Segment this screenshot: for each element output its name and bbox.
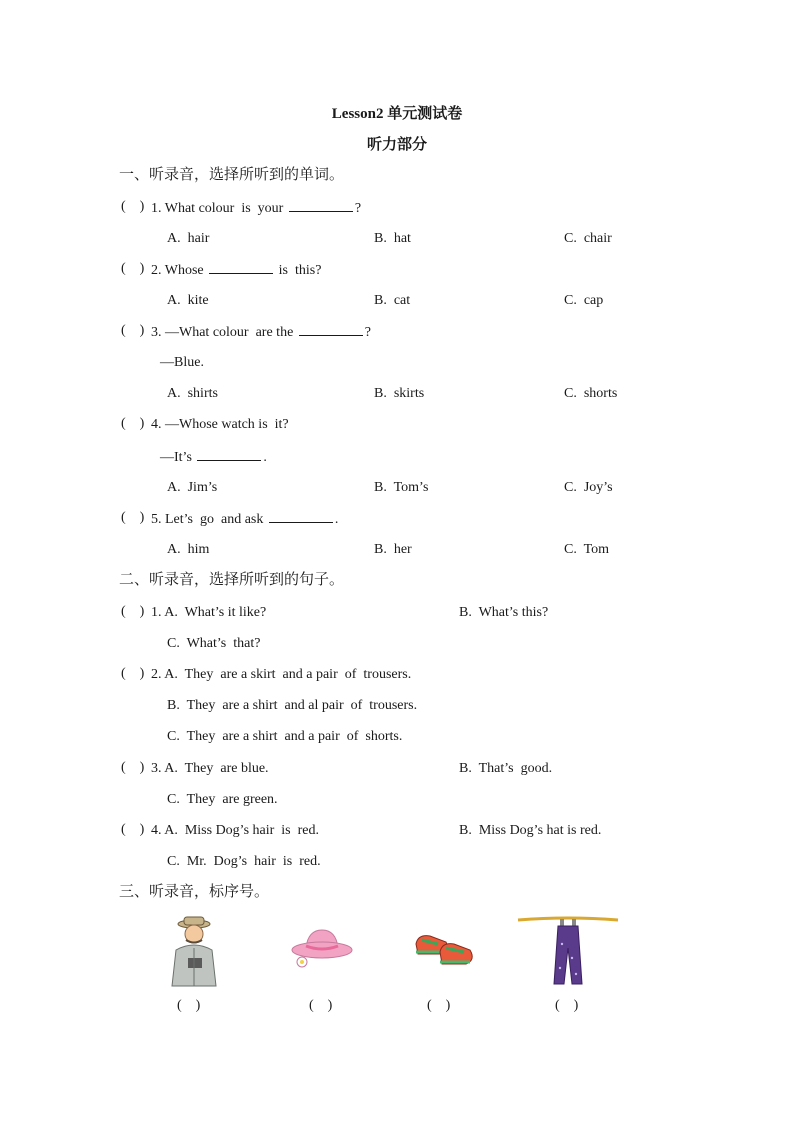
answer-paren[interactable]: ( ): [121, 604, 145, 619]
answer-paren[interactable]: ( ): [121, 199, 145, 214]
pink-hat-icon: [288, 926, 354, 974]
question-5: 5. Let’s go and ask .: [151, 512, 339, 527]
s2-q2-option-a: 2. A. They are a skirt and a pair of trousers.: [151, 667, 412, 682]
picture-1-answer[interactable]: ( ): [177, 998, 201, 1013]
answer-blank[interactable]: [197, 448, 261, 461]
s2-q2-option-c: C. They are a shirt and a pair of shorts.: [167, 729, 403, 744]
q4-option-c: C. Joy’s: [564, 480, 613, 495]
answer-paren[interactable]: ( ): [121, 510, 145, 525]
q3-reply: —Blue.: [160, 355, 204, 370]
detective-man-icon: [162, 914, 226, 988]
trousers-on-line-icon: [516, 914, 620, 988]
s2-q4-option-a: 4. A. Miss Dog’s hair is red.: [151, 823, 319, 838]
q2-option-b: B. cat: [374, 293, 411, 308]
s2-q2-option-b: B. They are a shirt and al pair of trousers.: [167, 698, 418, 713]
picture-4-answer[interactable]: ( ): [555, 998, 579, 1013]
s2-q4-option-c: C. Mr. Dog’s hair is red.: [167, 854, 321, 869]
q1-option-a: A. hair: [167, 231, 210, 246]
answer-paren[interactable]: ( ): [121, 416, 145, 431]
q4-option-b: B. Tom’s: [374, 480, 429, 495]
q3-option-a: A. shirts: [167, 386, 218, 401]
page-subtitle: 听力部分: [366, 137, 427, 153]
s2-q3-option-b: B. That’s good.: [459, 761, 553, 776]
s2-q3-option-a: 3. A. They are blue.: [151, 761, 269, 776]
q1-option-b: B. hat: [374, 231, 411, 246]
q2-option-a: A. kite: [167, 293, 209, 308]
s2-q1-option-c: C. What’s that?: [167, 636, 261, 651]
s2-q1-option-b: B. What’s this?: [459, 605, 549, 620]
question-1: 1. What colour is your ?: [151, 201, 362, 216]
answer-paren[interactable]: ( ): [121, 261, 145, 276]
question-2: 2. Whose is this?: [151, 263, 322, 278]
answer-blank[interactable]: [299, 323, 363, 336]
answer-paren[interactable]: ( ): [121, 760, 145, 775]
shoes-icon: [412, 926, 478, 972]
page-title: Lesson2 单元测试卷: [331, 106, 463, 122]
question-3: 3. —What colour are the ?: [151, 325, 371, 340]
q5-option-c: C. Tom: [564, 542, 610, 557]
question-4: 4. —Whose watch is it?: [151, 417, 289, 432]
s2-q4-option-b: B. Miss Dog’s hat is red.: [459, 823, 602, 838]
q2-option-c: C. cap: [564, 293, 604, 308]
picture-3-answer[interactable]: ( ): [427, 998, 451, 1013]
answer-paren[interactable]: ( ): [121, 822, 145, 837]
answer-paren[interactable]: ( ): [121, 323, 145, 338]
s2-q1-option-a: 1. A. What’s it like?: [151, 605, 267, 620]
answer-blank[interactable]: [209, 261, 273, 274]
answer-blank[interactable]: [289, 199, 353, 212]
q5-option-a: A. him: [167, 542, 210, 557]
picture-2-answer[interactable]: ( ): [309, 998, 333, 1013]
q4-reply: —It’s .: [160, 450, 267, 465]
section1-heading: 一、听录音，选择所听到的单词。: [119, 167, 345, 183]
q3-option-b: B. skirts: [374, 386, 425, 401]
q5-option-b: B. her: [374, 542, 412, 557]
section3-heading: 三、听录音，标序号。: [119, 884, 270, 900]
section2-heading: 二、听录音，选择所听到的句子。: [119, 572, 345, 588]
s2-q3-option-c: C. They are green.: [167, 792, 278, 807]
answer-paren[interactable]: ( ): [121, 666, 145, 681]
q1-option-c: C. chair: [564, 231, 612, 246]
q4-option-a: A. Jim’s: [167, 480, 218, 495]
q3-option-c: C. shorts: [564, 386, 618, 401]
answer-blank[interactable]: [269, 510, 333, 523]
